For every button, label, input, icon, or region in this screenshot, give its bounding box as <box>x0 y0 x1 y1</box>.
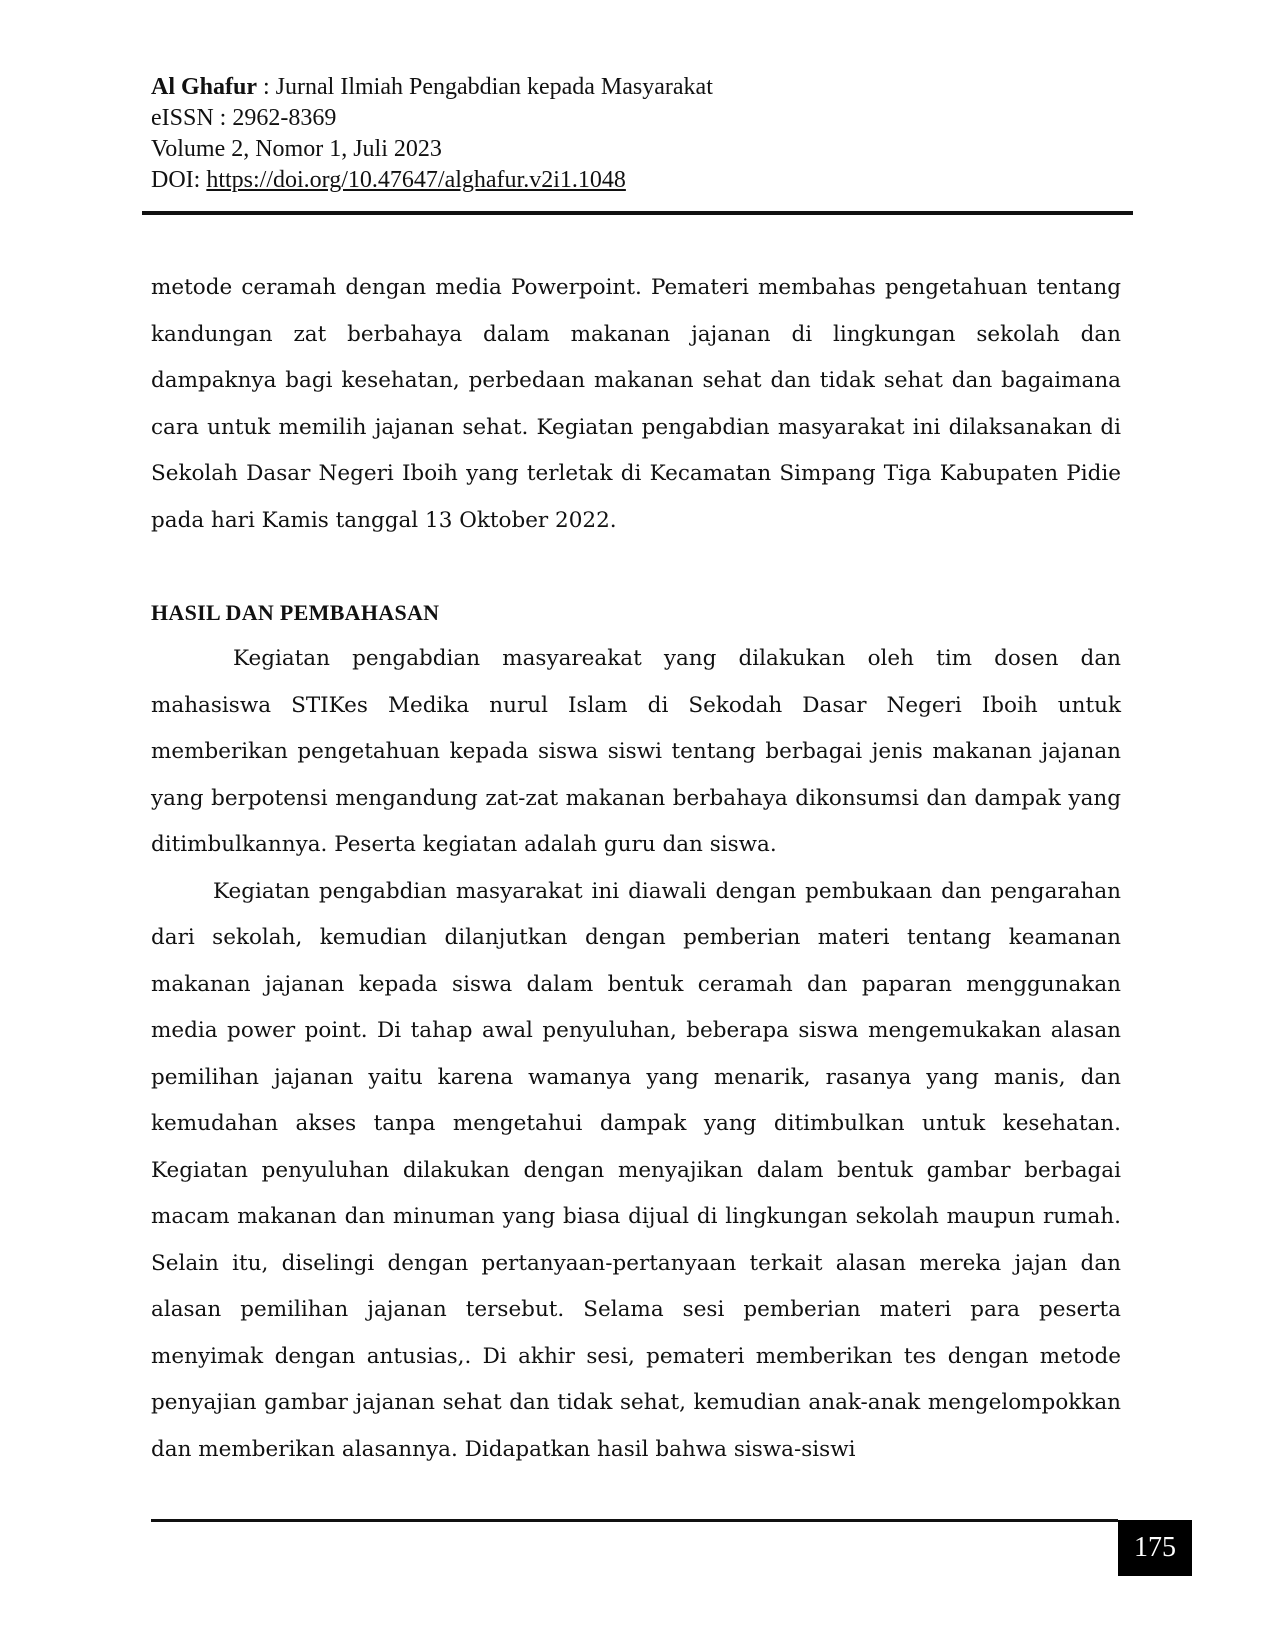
doi-label: DOI: <box>151 167 207 193</box>
journal-subtitle: : Jurnal Ilmiah Pengabdian kepada Masyarakat <box>257 74 713 100</box>
section-title: HASIL DAN PEMBAHASAN <box>151 600 440 625</box>
results-paragraph-1: Kegiatan pengabdian masyareakat yang dilakukan oleh tim dosen dan mahasiswa STIKes Medika nurul Islam di Sekodah Dasar Negeri Iboih untuk memberikan pengetahuan kepada siswa siswi tentang berbagai jenis makanan jajanan yang berpotensi mengandung zat-zat makanan berbahaya dikonsumsi dan dampak yang ditimbulkannya. Peserta kegiatan adalah guru dan siswa. <box>151 646 1121 857</box>
journal-name: Al Ghafur <box>151 74 258 100</box>
page-number: 175 <box>1118 1520 1192 1576</box>
footer-divider <box>151 1519 1118 1522</box>
volume-info: Volume 2, Nomor 1, Juli 2023 <box>151 136 442 162</box>
header-divider <box>142 211 1133 215</box>
journal-title-line <box>151 72 1131 103</box>
intro-paragraph: metode ceramah dengan media Powerpoint. Pemateri membahas pengetahuan tentang kandungan zat berbahaya dalam makanan jajanan di lingkungan sekolah dan dampaknya bagi kesehatan, perbedaan makanan sehat dan tidak sehat dan bagaimana cara untuk memilih jajanan sehat. Kegiatan pengabdian masyarakat ini dilaksanakan di Sekolah Dasar Negeri Iboih yang terletak di Kecamatan Simpang Tiga Kabupaten Pidie pada hari Kamis tanggal 13 Oktober 2022. <box>151 275 1121 533</box>
eissn: eISSN : 2962-8369 <box>151 105 337 131</box>
section-spacer <box>151 544 1121 590</box>
doi-link[interactable]: https://doi.org/10.47647/alghafur.v2i1.1048 <box>206 167 626 193</box>
doi-line <box>151 165 1131 196</box>
article-body <box>151 265 1121 1473</box>
results-paragraph-2: Kegiatan pengabdian masyarakat ini diawali dengan pembukaan dan pengarahan dari sekolah, kemudian dilanjutkan dengan pemberian materi tentang keamanan makanan jajanan kepada siswa dalam bentuk ceramah dan paparan menggunakan media power point. Di tahap awal penyuluhan, beberapa siswa mengemukakan alasan pemilihan jajanan yaitu karena wamanya yang menarik, rasanya yang manis, dan kemudahan akses tanpa mengetahui dampak yang ditimbulkan untuk kesehatan. Kegiatan penyuluhan dilakukan dengan menyajikan dalam bentuk gambar berbagai macam makanan dan minuman yang biasa dijual di lingkungan sekolah maupun rumah. Selain itu, diselingi dengan pertanyaan-pertanyaan terkait alasan mereka jajan dan alasan pemilihan jajanan tersebut. Selama sesi pemberian materi para peserta menyimak dengan antusias,. Di akhir sesi, pemateri memberikan tes dengan metode penyajian gambar jajanan sehat dan tidak sehat, kemudian anak-anak mengelompokkan dan memberikan alasannya. Didapatkan hasil bahwa siswa-siswi <box>151 878 1121 1462</box>
journal-header <box>151 72 1131 196</box>
